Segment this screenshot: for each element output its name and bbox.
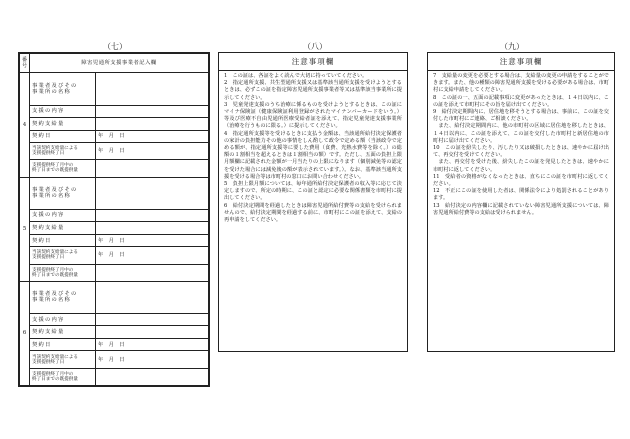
field-label: 支援提供終了月中の 終了日までの既提供量 [30, 160, 96, 177]
field-label: 事業者及びその 事業所の名称 [30, 73, 96, 105]
field-value[interactable]: 年 月 日 [96, 143, 209, 160]
section-number-7: （七） [103, 42, 127, 51]
field-value[interactable] [96, 105, 209, 118]
field-value[interactable]: 年 月 日 [96, 351, 209, 368]
note-item: 8 この証の一、五面の記載事項に変更があったときは、１４日以内に、この証を添えて市町村にその旨を届け出てください。 [433, 94, 609, 108]
form-row [20, 209, 209, 222]
field-label: 契約日 [30, 338, 96, 351]
form-row [20, 160, 209, 177]
note-item: 4 指定通所支援等を受けるときに支払う金額は、当該通所給付決定保護者の家計の負担能力その他の事情をしん酌して政令で定める額（当該政令で定める額が、指定通所支援等に要した費用（食費、光熱水費等を除く。）の総額の１割相当を超えるときは１割相当の額）です。ただし、五面の負担上限月額欄に記載された金額が一月当たりの上限になります（個別減免等の認定を受けた場合には減免後の額が表示されています。）。なお、基準該当通所支援を受ける場合等は市町村の窓口にお問い合わせください。 [224, 130, 402, 180]
form-row [20, 234, 209, 247]
form-row [20, 313, 209, 326]
field-label: 支援提供終了月中の 終了日までの既提供量 [30, 264, 96, 281]
form-row [20, 105, 209, 118]
seq-header: 番号 [20, 54, 30, 73]
field-value[interactable]: 年 月 日 [96, 247, 209, 264]
section-number-8: （八） [303, 42, 327, 51]
section-no: 5 [20, 177, 30, 281]
notes-title: 注意事項欄 [219, 53, 407, 71]
field-label: 当該契約支給量による 支援提供終了日 [30, 143, 96, 160]
field-label: 契約日 [30, 234, 96, 247]
note-item: また、給付決定期間内に、他の市町村の区域に居住地を移したときは、１４日以内に、この証を添えて、この証を交付した市町村と新居住地の市町村に届け出てください。 [433, 123, 609, 144]
section-no: 4 [20, 73, 30, 177]
field-label: 事業者及びその 事業所の名称 [30, 177, 96, 209]
form-row [20, 281, 209, 313]
provider-entry-form [18, 52, 210, 387]
note-item: 13 給付決定の内容欄に記載されていない障害児通所支援については、障害児通所給付費等の支給は受けられません。 [433, 202, 609, 216]
field-value[interactable] [96, 118, 209, 131]
notes-panel-8 [218, 52, 408, 352]
field-label: 当該契約支給量による 支援提供終了日 [30, 247, 96, 264]
form-row [20, 222, 209, 235]
provider-entry-table [19, 53, 209, 386]
notes-body-9 [428, 71, 614, 219]
field-value[interactable]: 年 月 日 [96, 234, 209, 247]
field-label: 当該契約支給量による 支援提供終了日 [30, 351, 96, 368]
note-item: 7 支給量の変更を必要とする場合は、支給量の変更の申請をすることができます。また、他の種類の障害児通所支援を受ける必要がある場合は、市町村に支給申請をしてください。 [433, 73, 609, 94]
form-title: 障害児通所支援事業者記入欄 [30, 54, 209, 73]
form-row [20, 73, 209, 105]
note-item: 1 この証は、各証をよく読んで大切に持っていてください。 [224, 73, 368, 79]
field-value[interactable] [96, 313, 209, 326]
field-label: 支援提供終了月中の 終了日までの既提供量 [30, 368, 96, 385]
field-value[interactable]: 年 月 日 [96, 130, 209, 143]
notes-panel-9 [427, 52, 615, 352]
note-item: 9 給付決定期間内に、居住地を移そうとする場合は、事前に、この証を交付した市町村にご連絡、ご相談ください。 [433, 109, 609, 123]
note-item: 11 受給者の資格がなくなったときは、直ちにこの証を市町村に返してください。 [433, 173, 609, 188]
field-label: 契約支給量 [30, 326, 96, 339]
form-row [20, 177, 209, 209]
form-row [20, 118, 209, 131]
field-value[interactable]: 年 月 日 [96, 338, 209, 351]
field-value[interactable] [96, 281, 209, 313]
field-label: 事業者及びその 事業所の名称 [30, 281, 96, 313]
notes-body-8 [219, 71, 407, 226]
section-no: 6 [20, 281, 30, 385]
note-item: 2 指定通所支援、共生型通所支援又は基準該当通所支援を受けようとするときは、必ずこの証を指定障害児通所支援事業者等又は基準該当事業所に提示してください。 [224, 80, 402, 101]
note-item: 5 負担上限月額については、毎年通所給付決定保護者の収入等に応じて決定しますので、所定の時期に、この証と認定に必要な関係書類を市町村に提出してください。 [224, 181, 402, 202]
field-label: 支援の内容 [30, 313, 96, 326]
note-item: また、再交付を受けた後、紛失したこの証を発見したときは、速やかに市町村に返してください。 [433, 159, 609, 173]
form-row [20, 264, 209, 281]
form-row [20, 351, 209, 368]
field-value[interactable] [96, 160, 209, 177]
form-row [20, 247, 209, 264]
field-value[interactable] [96, 73, 209, 105]
field-value[interactable] [96, 264, 209, 281]
field-label: 支援の内容 [30, 209, 96, 222]
form-row [20, 338, 209, 351]
field-value[interactable] [96, 222, 209, 235]
form-row [20, 143, 209, 160]
form-row [20, 130, 209, 143]
field-label: 契約日 [30, 130, 96, 143]
field-value[interactable] [96, 209, 209, 222]
field-label: 契約支給量 [30, 222, 96, 235]
field-value[interactable] [96, 177, 209, 209]
note-item: 12 不正にこの証を使用した者は、関係法令により処罰されることがあります。 [433, 188, 609, 202]
field-label: 支援の内容 [30, 105, 96, 118]
field-label: 契約支給量 [30, 118, 96, 131]
note-item: 10 この証を紛失したり、汚したり又は破損したときは、速やかに届け出て、再交付を受けてください。 [433, 145, 609, 159]
notes-title: 注意事項欄 [428, 53, 614, 71]
note-item: 6 給付決定期間を経過したときは障害児通所給付費等の支給を受けられませんので、給付決定期間を経過する前に、市町村にこの証を添えて、支給の再申請をしてください。 [224, 202, 402, 224]
form-row [20, 326, 209, 339]
form-row [20, 368, 209, 385]
note-item: 3 児童発達支援のうち治療に係るものを受けようとするときは、この証にマイナ保険証（健康保険証利用登録がされたマイナンバーカードをいう。）等及び医療不自由児通所医療受給者証を添えて、指定児童発達支援事業所（治療を行うものに限る。）に提示してください。 [224, 101, 402, 130]
section-number-9: （九） [500, 42, 524, 51]
field-value[interactable] [96, 368, 209, 385]
field-value[interactable] [96, 326, 209, 339]
